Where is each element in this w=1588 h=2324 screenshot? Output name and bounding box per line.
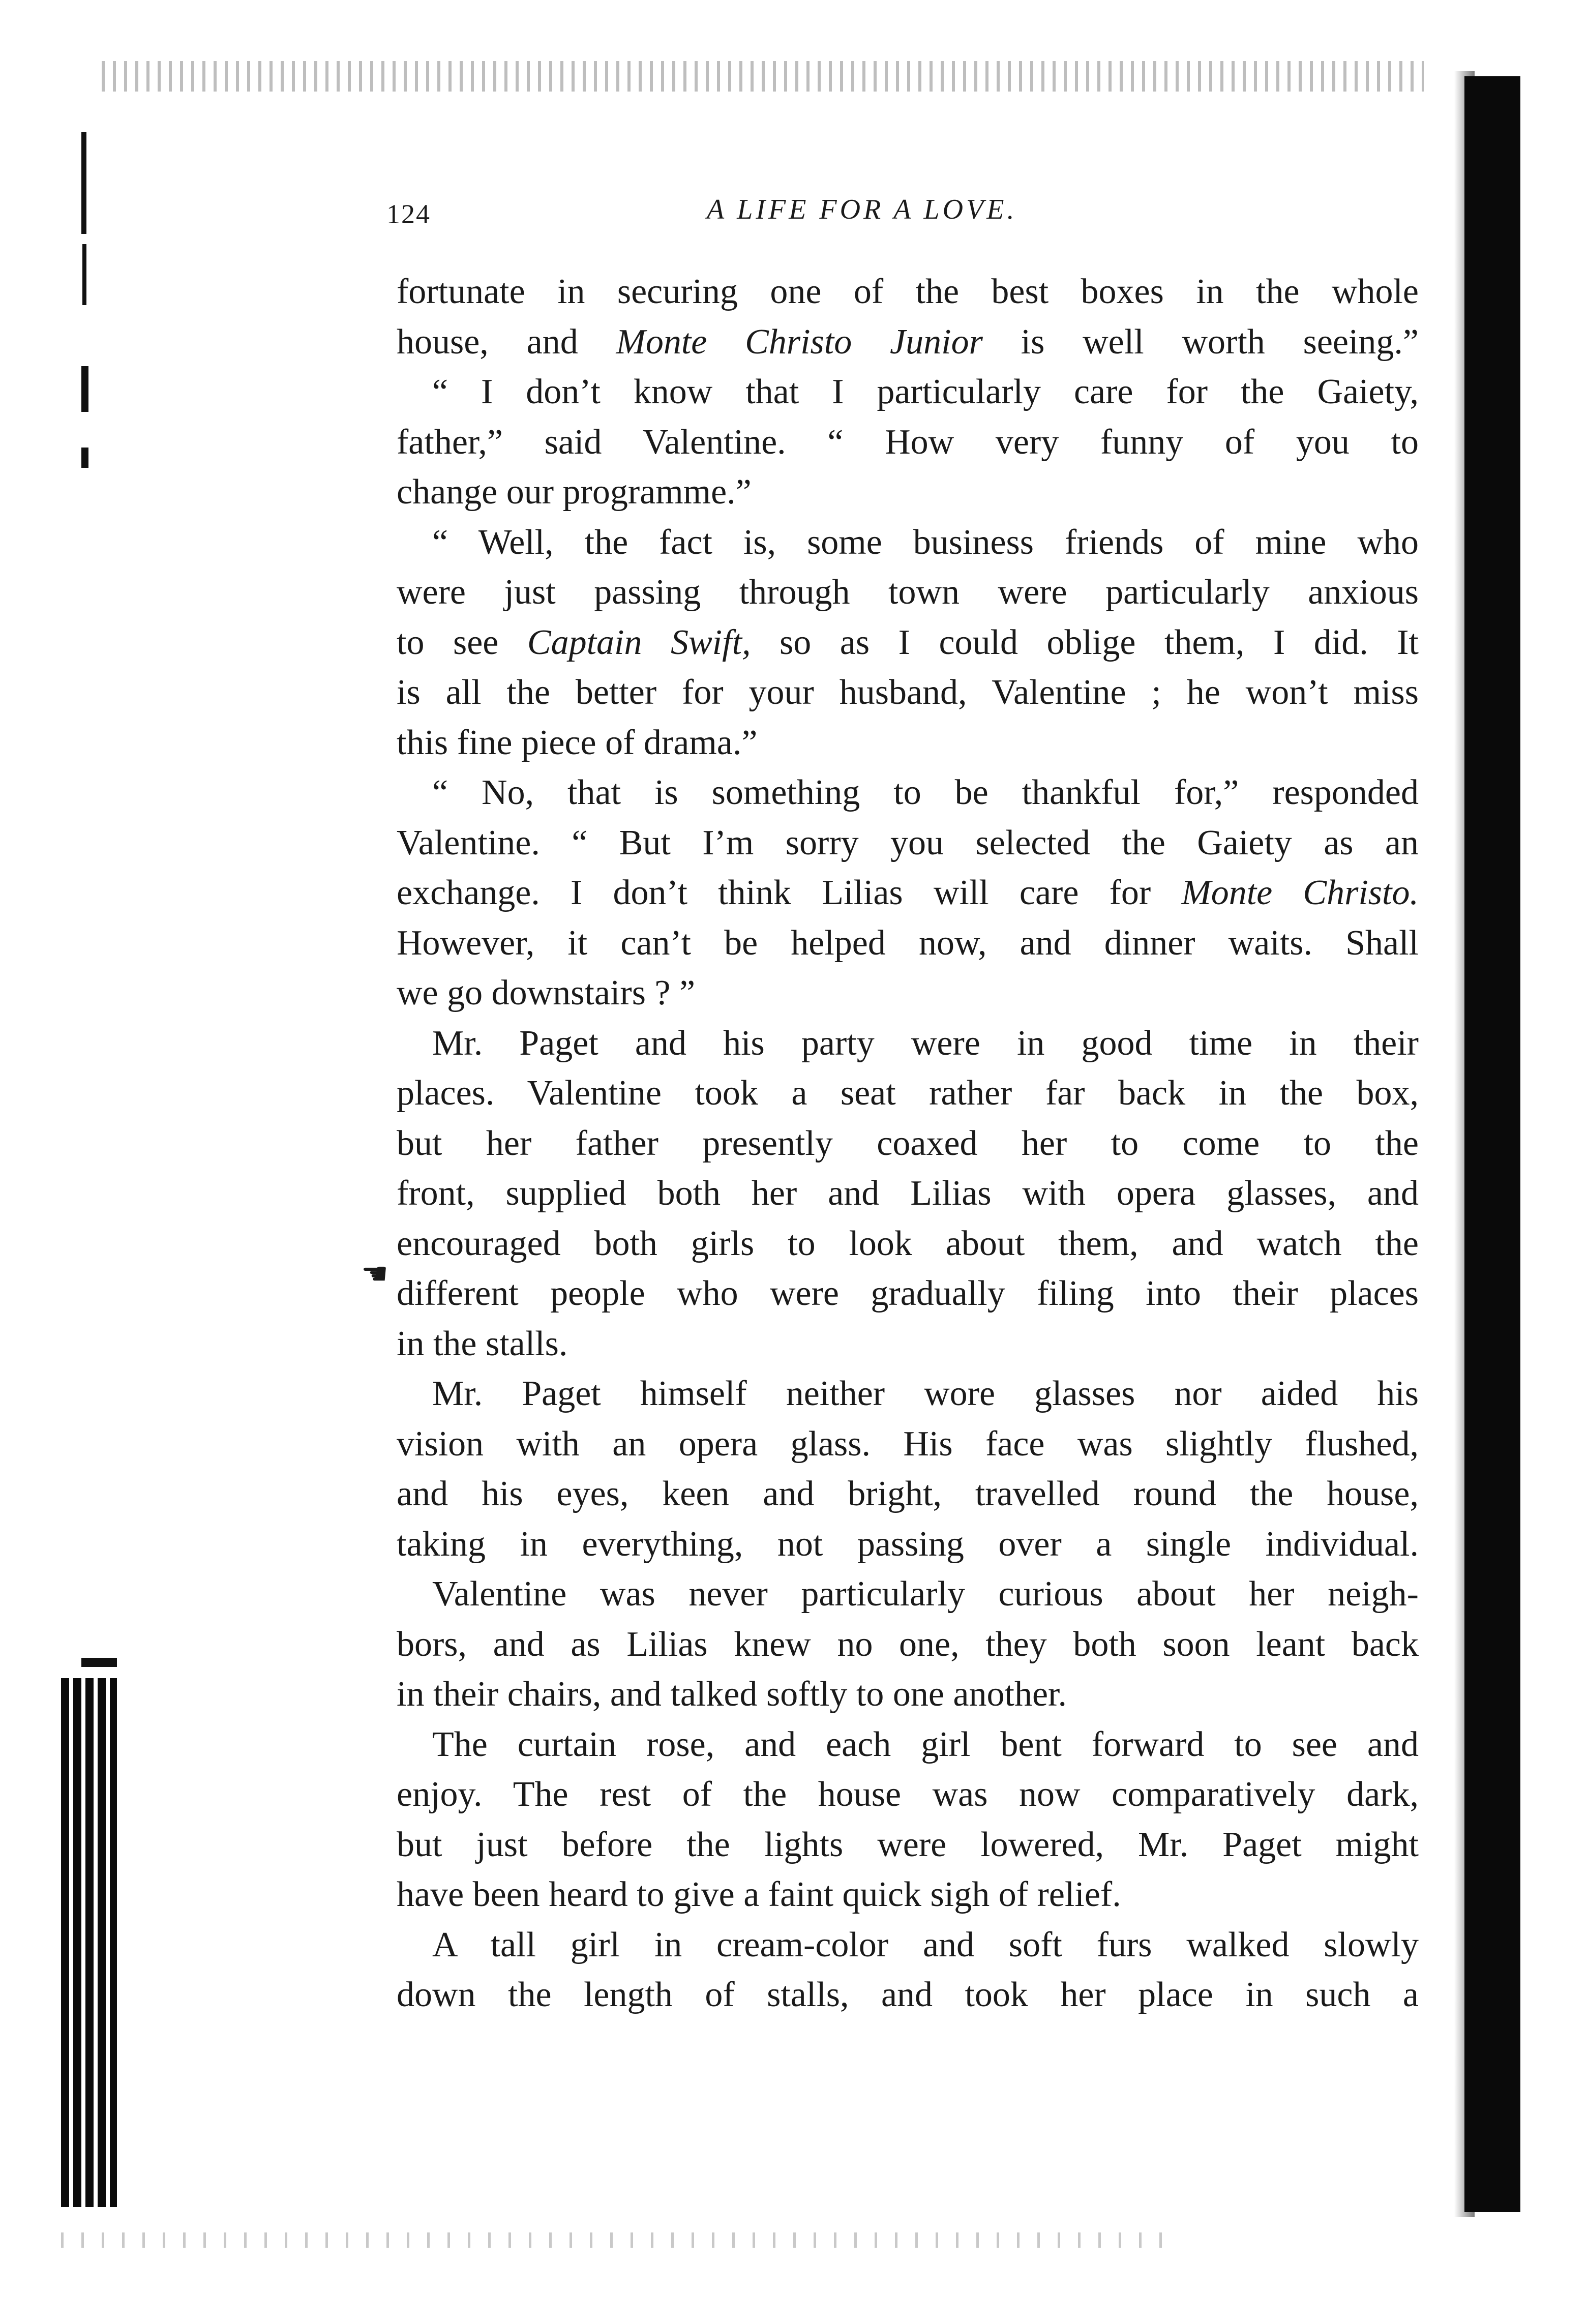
text-line: is all the better for your husband, Valentine ; he won’t miss <box>397 673 1419 712</box>
left-edge-mark <box>82 244 86 305</box>
text-line: in the stalls. <box>397 1324 568 1363</box>
left-edge-mark <box>81 366 88 412</box>
pointing-hand-icon: ☚ <box>361 1257 388 1291</box>
text-line: The curtain rose, and each girl bent forward to see and <box>432 1724 1419 1764</box>
text-line: and his eyes, keen and bright, travelled round the house, <box>397 1474 1419 1513</box>
text-line: “ Well, the fact is, some business friends of mine who <box>432 522 1419 562</box>
text-line: but her father presently coaxed her to come to the <box>397 1123 1419 1163</box>
body-text <box>397 267 1419 2020</box>
text-line: have been heard to give a faint quick sigh of relief. <box>397 1875 1121 1914</box>
text-line <box>397 868 1419 918</box>
text-line: change our programme.” <box>397 472 752 512</box>
text-line: taking in everything, not passing over a single individual. <box>397 1524 1419 1564</box>
text-segment: to see <box>397 622 527 662</box>
text-line: but just before the lights were lowered, Mr. Paget might <box>397 1825 1419 1864</box>
text-line: A tall girl in cream-color and soft furs walked slowly <box>432 1925 1419 1964</box>
text-line: this fine piece of drama.” <box>397 723 758 762</box>
play-title: Captain Swift, <box>527 622 751 662</box>
text-line: in their chairs, and talked softly to one another. <box>397 1675 1067 1714</box>
scan-noise-bottom <box>61 2232 1180 2248</box>
text-segment: so as I could oblige them, I did. It <box>751 622 1419 662</box>
text-line: different people who were gradually filing into their places <box>397 1274 1419 1313</box>
left-edge-mark <box>61 1678 117 2207</box>
text-line: Valentine. “ But I’m sorry you selected the Gaiety as an <box>397 823 1419 862</box>
text-line: front, supplied both her and Lilias with opera glasses, and <box>397 1174 1419 1213</box>
text-line <box>397 618 1419 668</box>
text-segment: house, and <box>397 322 616 362</box>
text-line: “ I don’t know that I particularly care for the Gaiety, <box>432 372 1419 411</box>
text-line: places. Valentine took a seat rather far back in the box, <box>397 1074 1419 1113</box>
play-title: Monte Christo. <box>1181 873 1419 912</box>
left-edge-mark <box>81 132 86 234</box>
page-header <box>386 183 1119 239</box>
text-line: we go downstairs ? ” <box>397 973 696 1012</box>
text-line <box>397 317 1419 368</box>
text-line: Valentine was never particularly curious about her neigh- <box>432 1574 1419 1614</box>
text-segment: exchange. I don’t think Lilias will care for <box>397 873 1182 912</box>
left-edge-mark <box>81 448 88 468</box>
text-line: father,” said Valentine. “ How very funny of you to <box>397 422 1419 462</box>
text-line: bors, and as Lilias knew no one, they both soon leant back <box>397 1624 1419 1664</box>
play-title: Monte Christo Junior <box>616 322 983 362</box>
text-line: vision with an opera glass. His face was slightly flushed, <box>397 1424 1419 1464</box>
text-line: “ No, that is something to be thankful for,” responded <box>432 773 1419 812</box>
running-title: A LIFE FOR A LOVE. <box>707 194 1017 225</box>
text-line: were just passing through town were particularly anxious <box>397 573 1419 612</box>
page-number: 124 <box>386 199 431 229</box>
text-line: Mr. Paget himself neither wore glasses nor aided his <box>432 1374 1419 1413</box>
book-binding-edge <box>1464 76 1520 2212</box>
text-line: However, it can’t be helped now, and dinner waits. Shall <box>397 923 1419 963</box>
left-edge-mark <box>81 1658 117 1667</box>
text-line: down the length of stalls, and took her place in such a <box>397 1975 1419 2014</box>
text-segment: is well worth seeing.” <box>982 322 1419 362</box>
text-line: enjoy. The rest of the house was now comparatively dark, <box>397 1775 1419 1814</box>
text-line: Mr. Paget and his party were in good time in their <box>432 1023 1419 1063</box>
text-line: fortunate in securing one of the best boxes in the whole <box>397 272 1419 311</box>
text-line: encouraged both girls to look about them, and watch the <box>397 1224 1419 1263</box>
scan-noise-top <box>102 61 1424 92</box>
